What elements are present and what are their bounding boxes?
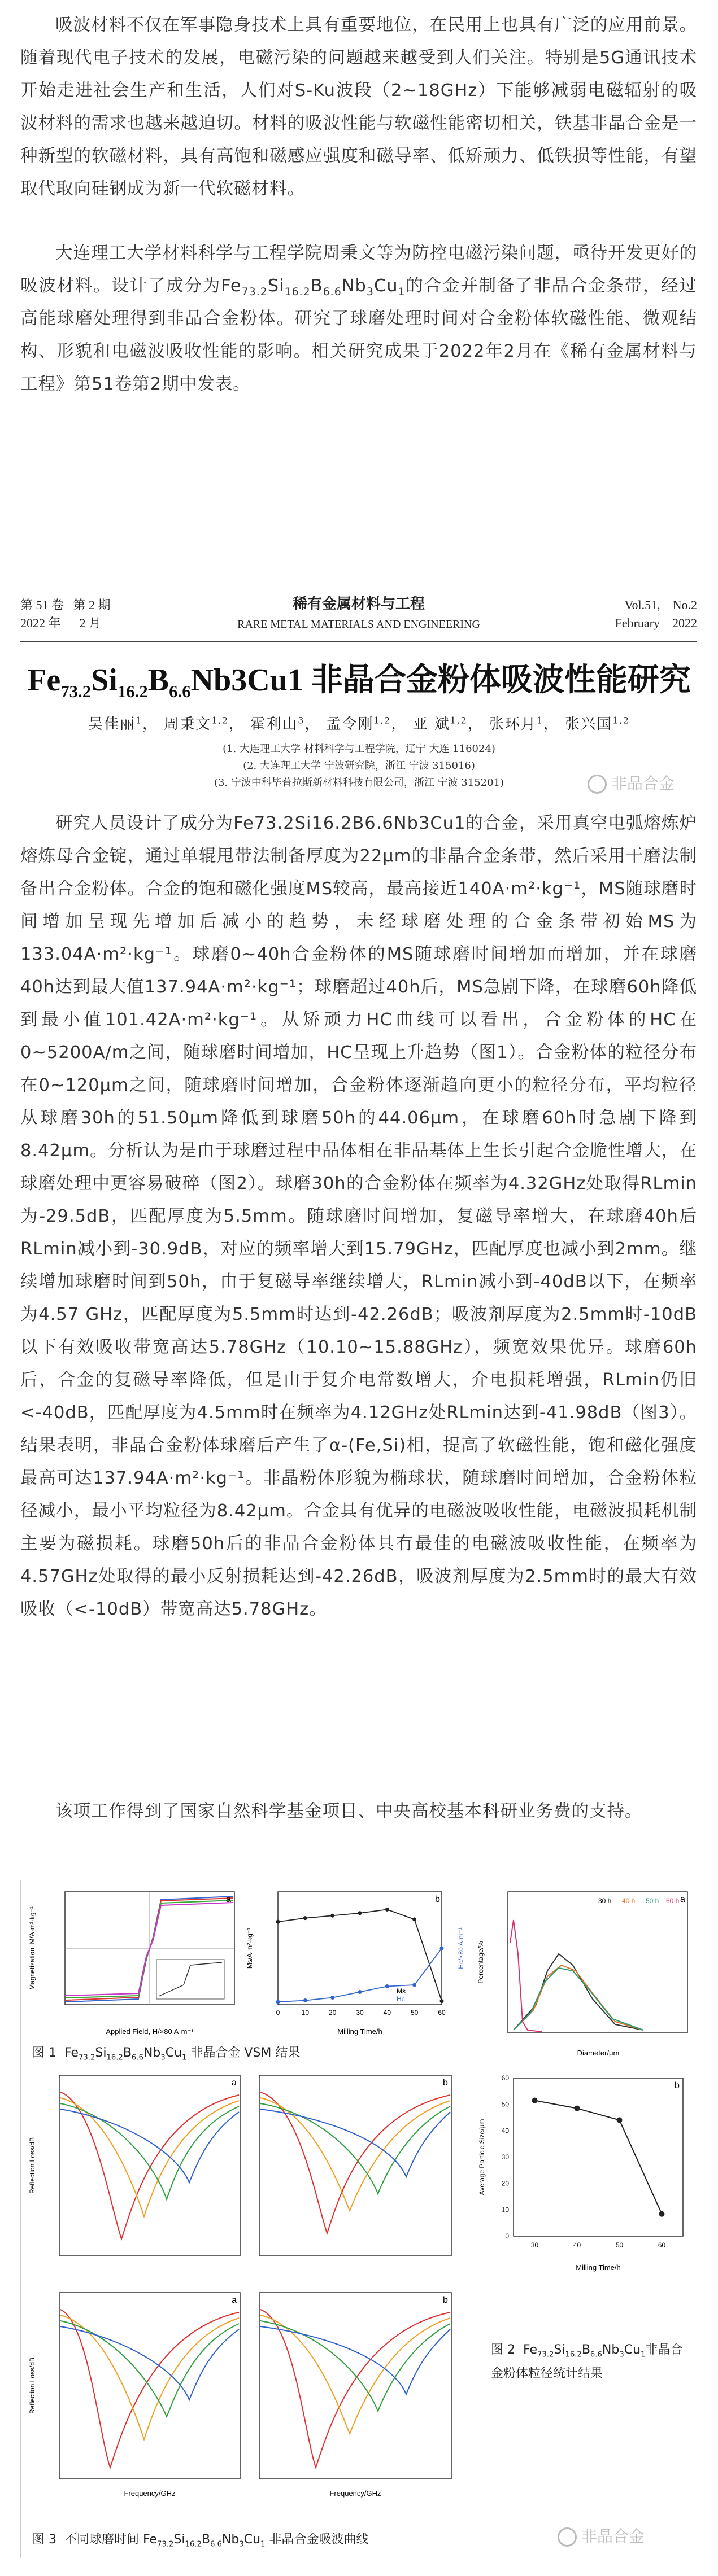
fig2-caption: 图 2 $Fe_{73.2}Si_{16.2}B_{6.6}Nb_3Cu_1$非晶合金粉体粒径统计结果 <box>491 2343 683 2381</box>
fig2b-x-tick: 60 <box>658 2241 666 2249</box>
fig3-panel-a <box>25 2070 246 2284</box>
fig3d-xlabel: Frequency/GHz <box>329 2489 381 2498</box>
fig3d-panel-label: b <box>443 2295 448 2305</box>
wechat-icon <box>558 2527 577 2547</box>
fig2b-x-tick: 30 <box>530 2241 539 2249</box>
fig1b-point-ms <box>385 1908 389 1912</box>
fig2b-x-tick: 40 <box>573 2241 581 2249</box>
fig2a-psd-chart <box>474 1886 693 2067</box>
fig1b-point-ms <box>303 1916 307 1920</box>
figures-block <box>20 1880 698 2558</box>
fig3-panel-b <box>248 2070 468 2284</box>
author: 孟令刚$^{1,2}$ <box>326 715 391 733</box>
fig3-panel-d <box>248 2287 468 2513</box>
author: 亚 斌$^{1,2}$ <box>412 715 468 733</box>
fig1b-point-hc <box>276 2000 280 2004</box>
fig2b-point <box>532 2098 538 2103</box>
fig3d-curve-2 <box>260 2315 450 2434</box>
fig1b-x-tick: 60 <box>438 2009 446 2017</box>
header-date-cn: 2022 年 2 月 <box>20 616 102 630</box>
fig2b-panel-label: b <box>675 2081 680 2090</box>
fig3b-curve-3 <box>260 2103 450 2194</box>
fig1b-frame <box>278 1892 442 2005</box>
fig2b-y-tick: 40 <box>501 2127 509 2135</box>
header-volume-en: Vol.51, No.2 <box>624 598 697 612</box>
fig2b-y-tick: 20 <box>501 2179 509 2188</box>
fig1b-xlabel: Milling Time/h <box>337 2027 382 2036</box>
fig2b-y-tick: 50 <box>501 2100 509 2109</box>
fig3d-curve-4 <box>260 2326 450 2394</box>
fig2b-point <box>617 2117 623 2123</box>
header-volume-cn: 第 51 卷 第 2 期 <box>20 598 111 612</box>
fig2a-legend-50h: 50 h <box>646 1897 659 1905</box>
fig1a-vsm-chart <box>25 1886 240 2039</box>
fig1b-series-line-ms <box>278 1909 442 2001</box>
author: 张兴国$^{1,2}$ <box>565 715 630 733</box>
fig3d-rl-chart <box>248 2287 468 2513</box>
header-journal-name-cn: 稀有金属材料与工程 <box>292 596 425 612</box>
fig1b-point-hc <box>303 1998 307 2002</box>
fig3-panel-c <box>25 2287 246 2513</box>
journal-header <box>20 579 697 642</box>
fig2b-y-tick: 0 <box>505 2232 509 2240</box>
author: 张环月$^1$ <box>489 715 543 733</box>
fig1b-point-hc <box>412 1983 416 1987</box>
fig2a-curve-50h <box>514 1968 643 2030</box>
fig2a-panel-label: a <box>680 1895 685 1904</box>
fig1b-panel <box>244 1886 470 2039</box>
fig3c-curve-3 <box>60 2321 239 2417</box>
fig1b-x-tick: 10 <box>301 2009 310 2017</box>
fig1b-ms-hc-chart <box>244 1886 470 2039</box>
fig1b-ylabel: Ms/A·m²·kg⁻¹ <box>246 1927 254 1969</box>
intro-p2-start: 大连理工大学材料科学与工程学院周秉文等为防控电磁污染问题，亟待开发更好的吸波材料。设计了成分为 <box>20 243 697 296</box>
paper-authors: 吴佳丽$^1$， 周秉文$^{1,2}$， 霍利山$^3$， 孟令刚$^{1,2}$， 亚 斌$^{1,2}$， 张环月$^1$， 张兴国$^{1,2}$ <box>88 715 630 733</box>
fig1a-ylabel: Magnetization, M/A·m²·kg⁻¹ <box>28 1906 36 1990</box>
body-paragraph: 研究人员设计了成分为Fe73.2Si16.2B6.6Nb3Cu1的合金，采用真空电弧熔炼炉熔炼母合金锭，通过单辊甩带法制备厚度为22μm的非晶合金条带，然后采用干磨法制备出合金粉体。合金的饱和磁化强度MS较高，最高接近140A·m²·kg⁻¹，MS随球磨时间增加呈现先增加后减小的趋势，未经球磨处理的合金条带初始MS为133.04A·m²·kg⁻¹。球磨0~40h合金粉体的MS随球磨时间增加而增加，并在球磨40h达到最大值137.94A·m²·kg⁻¹；球磨超过40h后，MS急剧下降，在球磨60h降低到最小值101.42A·m²·kg⁻¹。从矫顽力HC曲线可以看出，合金粉体的HC在0~5200A/m之间，随球磨时间增加，HC呈现上升趋势（图1）。合金粉体的粒径分布在0~120μm之间，随球磨时间增加，合金粉体逐渐趋向更小的粒径分布，平均粒径从球磨30h的51.50μm降低到球磨50h的44.06μm，在球磨60h时急剧下降到8.42μm。分析认为是由于球磨过程中晶体相在非晶基体上生长引起合金脆性增大，在球磨处理中更容易破碎（图2）。球磨30h的合金粉体在频率为4.32GHz处取得RLmin为-29.5dB，匹配厚度为5.5mm。随球磨时间增加，复磁导率增大，在球磨40h后RLmin减小到-30.9dB，对应的频率增大到15.79GHz，匹配厚度也减小到2mm。继续增加球磨时间到50h，由于复磁导率继续增大，RLmin减小到-40dB以下，在频率为4.57 GHz，匹配厚度为5.5mm时达到-42.26dB；吸波剂厚度为2.5mm时-10dB以下有效吸收带宽高达5.78GHz（10.10~15.88GHz），频宽效果优异。球磨60h后，合金的复磁导率降低，但是由于复介电常数增大，介电损耗增强，RLmin仍旧<-40dB，匹配厚度为4.5mm时在频率为4.12GHz处RLmin达到-41.98dB（图3）。结果表明，非晶合金粉体球磨后产生了α-(Fe,Si)相，提高了软磁性能，饱和磁化强度最高可达137.94A·m²·kg⁻¹。非晶粉体形貌为椭球状，随球磨时间增加，合金粉体粒径减小，最小平均粒径为8.42μm。合金具有优异的电磁波吸收性能，电磁波损耗机制主要为磁损耗。球磨50h后的非晶合金粉体具有最佳的电磁波吸收性能，在频率为4.57GHz处取得的最小反射损耗达到-42.26dB，吸波剂厚度为2.5mm时的最大有效吸收（<-10dB）带宽高达5.78GHz。 <box>20 814 698 1619</box>
fig2b-point <box>659 2211 665 2217</box>
fig2a-panel <box>474 1886 693 2067</box>
affiliation-3: (3. 宁波中科毕普拉斯新材料科技有限公司，浙江 宁波 315201) <box>214 777 504 789</box>
fig3b-panel-label: b <box>443 2078 448 2088</box>
fig1b-point-hc <box>440 1947 444 1950</box>
fig2a-curve-30h <box>514 1954 643 2030</box>
fig1b-ylabel-right: Hc/×80 A·m⁻¹ <box>457 1927 465 1969</box>
fig3c-panel-label: a <box>232 2295 237 2305</box>
fig1b-legend-ms: Ms <box>397 1987 406 1995</box>
fig1a-panel <box>25 1886 240 2039</box>
fig2a-curve-40h <box>514 1965 643 2030</box>
fig3a-curve-2 <box>60 2098 239 2216</box>
fig1b-x-tick: 40 <box>383 2009 391 2017</box>
fig2b-y-tick: 10 <box>501 2206 509 2214</box>
affiliation-2: (2. 大连理工大学 宁波研究院，浙江 宁波 315016) <box>243 760 475 772</box>
fig2a-xlabel: Diameter/μm <box>577 2049 620 2057</box>
author: 吴佳丽$^1$ <box>88 715 142 733</box>
fig3a-rl-chart <box>25 2070 246 2284</box>
fig2a-legend-60h: 60 h <box>666 1897 680 1905</box>
fig2a-legend-40h: 40 h <box>622 1897 636 1905</box>
fig3c-ylabel: Reflection Loss/dB <box>28 2357 36 2415</box>
fig3a-curve-3 <box>60 2103 239 2199</box>
fig3b-curve-2 <box>260 2098 450 2211</box>
fig2b-ylabel: Average Particle Size/μm <box>478 2119 486 2195</box>
paper-title: $Fe_{73.2}Si_{16.2}B_{6.6}Nb3Cu1$ 非晶合金粉体吸波性能研究 <box>27 663 691 702</box>
fig3a-curve-4 <box>60 2109 239 2183</box>
fig3a-curve-1 <box>60 2092 239 2239</box>
fig2a-ylabel: Percentage/% <box>477 1941 485 1984</box>
alloy-formula: $Fe_{73.2}Si_{16.2}B_{6.6}Nb_3Cu_1$ <box>221 276 406 299</box>
header-date-en: February 2022 <box>615 616 697 630</box>
fig2b-series-line <box>535 2101 662 2214</box>
fig1b-point-hc <box>358 1990 362 1994</box>
fig1b-x-tick: 0 <box>276 2009 280 2017</box>
fig3d-curve-3 <box>260 2321 450 2411</box>
fig1b-x-tick: 50 <box>410 2009 419 2017</box>
fig2b-x-tick: 50 <box>615 2241 624 2249</box>
fig1b-x-tick: 30 <box>356 2009 364 2017</box>
fig1a-xlabel: Applied Field, H/×80 A·m⁻¹ <box>106 2027 194 2036</box>
fig3-caption: 图 3 不同球磨时间 $Fe_{73.2}Si_{16.2}B_{6.6}Nb_3Cu_1$ 非晶合金吸波曲线 <box>32 2533 369 2549</box>
fig1b-panel-label: b <box>435 1895 440 1904</box>
fig2a-legend-30h: 30 h <box>598 1897 612 1905</box>
fig2b-xlabel: Milling Time/h <box>576 2263 621 2272</box>
fig3a-frame <box>59 2075 240 2256</box>
watermark-bottom: 非晶合金 <box>558 2524 645 2547</box>
fig3c-xlabel: Frequency/GHz <box>124 2489 176 2498</box>
fig1b-point-ms <box>440 1999 444 2003</box>
fig1b-point-hc <box>330 1996 334 2000</box>
fig3a-panel-label: a <box>232 2078 237 2088</box>
fig1b-point-hc <box>385 1984 389 1988</box>
title-formula: $Fe_{73.2}Si_{16.2}B_{6.6}Nb3Cu1$ <box>27 663 303 702</box>
fig3a-ylabel: Reflection Loss/dB <box>28 2137 36 2194</box>
fig1b-point-ms <box>276 1920 280 1924</box>
fig2a-curve-60h <box>510 1920 542 2032</box>
fig1-caption: 图 1 $Fe_{73.2}Si_{16.2}B_{6.6}Nb_3Cu_1$ 非晶合金 VSM 结果 <box>32 2046 301 2062</box>
fig1a-panel-label: a <box>226 1895 231 1904</box>
fig2b-avg-size-chart <box>474 2072 693 2287</box>
fig1b-point-ms <box>330 1914 334 1918</box>
fig2a-frame <box>508 1892 687 2033</box>
author: 霍利山$^3$ <box>250 715 305 733</box>
fig2b-point <box>575 2106 580 2111</box>
watermark: 非晶合金 <box>588 771 675 794</box>
fig1b-point-ms <box>412 1917 416 1921</box>
fig3d-curve-1 <box>260 2310 450 2468</box>
fig3c-curve-1 <box>60 2310 239 2468</box>
fig3c-rl-chart <box>25 2287 246 2513</box>
intro-paragraph-2 <box>20 237 697 401</box>
intro-p2-end: 的合金并制备了非晶合金条带，经过高能球磨处理得到非晶合金粉体。研究了球磨处理时间对合金粉体软磁性能、微观结构、形貌和电磁波吸收性能的影响。相关研究成果于2022年2月在《稀有金属材料与工程》第51卷第2期中发表。 <box>20 276 698 394</box>
fig3b-rl-chart <box>248 2070 468 2284</box>
wechat-icon <box>588 775 607 794</box>
header-journal-name-en: RARE METAL MATERIALS AND ENGINEERING <box>237 618 480 631</box>
funding-paragraph: 该项工作得到了国家自然科学基金项目、中央高校基本科研业务费的支持。 <box>55 1801 643 1821</box>
fig2b-y-tick: 60 <box>501 2074 509 2082</box>
fig1b-point-ms <box>358 1911 362 1915</box>
intro-paragraph-1: 吸波材料不仅在军事隐身技术上具有重要地位，在民用上也具有广泛的应用前景。随着现代电子技术的发展，电磁污染的问题越来越受到人们关注。特别是5G通讯技术开始走进社会生产和生活，人们对S-Ku波段（2~18GHz）下能够减弱电磁辐射的吸波材料的需求也越来越迫切。材料的吸波性能与软磁性能密切相关，铁基非晶合金是一种新型的软磁材料，具有高饱和磁感应强度和磁导率、低矫顽力、低铁损等性能，有望取代取向硅钢成为新一代软磁材料。 <box>20 15 697 199</box>
fig2b-y-tick: 30 <box>501 2153 509 2161</box>
author: 周秉文$^{1,2}$ <box>164 715 229 733</box>
affiliation-1: (1. 大连理工大学 材料科学与工程学院，辽宁 大连 116024) <box>223 743 495 755</box>
fig2b-panel <box>474 2072 693 2287</box>
fig1b-x-tick: 20 <box>328 2009 337 2017</box>
fig1b-legend-hc: Hc <box>397 1995 405 2003</box>
